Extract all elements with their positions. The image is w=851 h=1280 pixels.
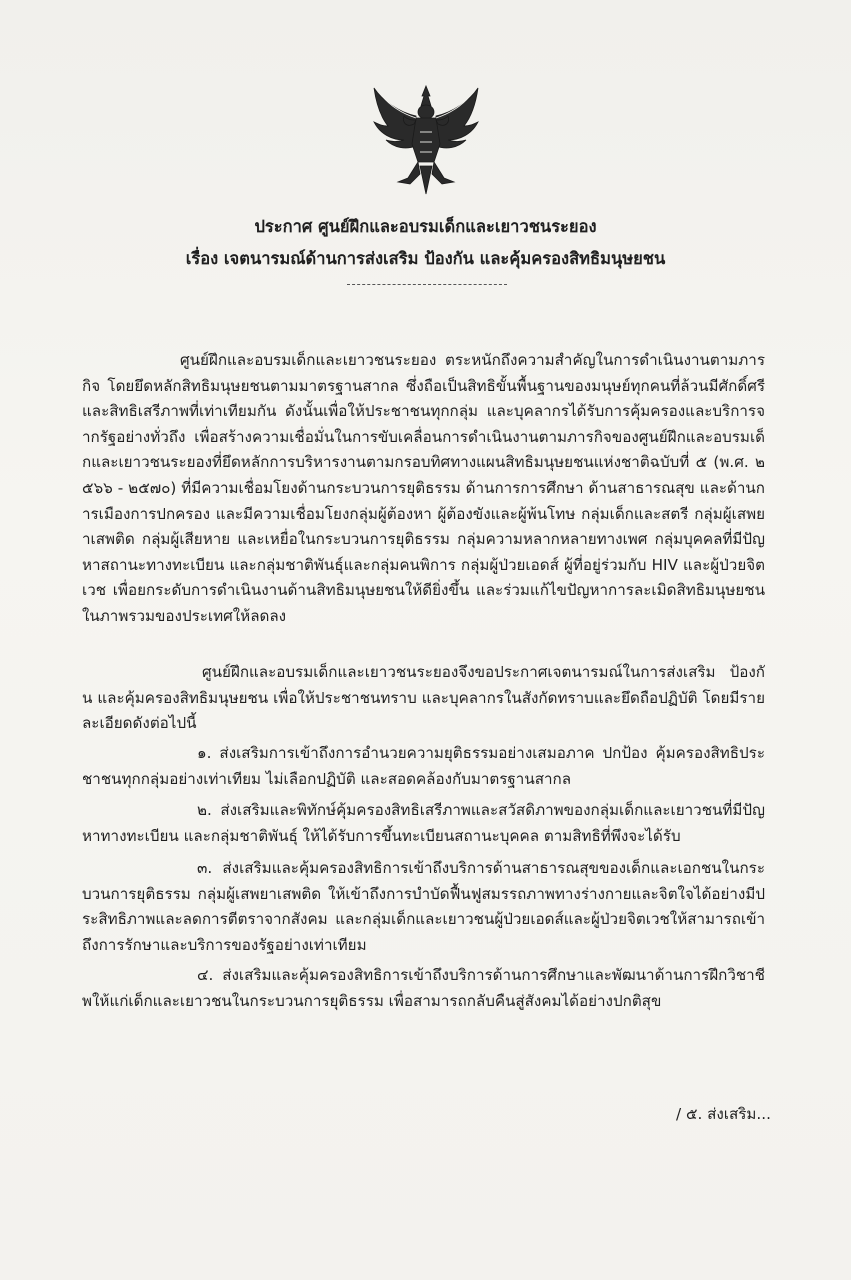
announcement-subject: เรื่อง เจตนารมณ์ด้านการส่งเสริม ป้องกัน และคุ้มครองสิทธิมนุษยชน [185, 249, 666, 268]
list-item-3: ๓. ส่งเสริมและคุ้มครองสิทธิการเข้าถึงบริการด้านสาธารณสุขของเด็กและเอกชนในกระบวนการยุติธรรม กลุ่มผู้เสพยาเสพติด ให้เข้าถึงการบำบัดฟื้นฟูสมรรถภาพทางร่างกายและจิตใจได้อย่างมีประสิทธิภาพและลดการตีตราจากสังคม และกลุ่มเด็กและเยาวชนผู้ป่วยเอดส์และผู้ป่วยจิตเวชให้สามารถเข้าถึงการรักษาและบริการของรัฐอย่างเท่าเทียม [82, 859, 765, 954]
intro-paragraph: ศูนย์ฝึกและอบรมเด็กและเยาวชนระยอง ตระหนักถึงความสำคัญในการดำเนินงานตามภารกิจ โดยยึดหลักสิทธิมนุษยชนตามมาตรฐานสากล ซึ่งถือเป็นสิทธิขั้นพื้นฐานของมนุษย์ทุกคนที่ล้วนมีศักดิ์ศรีและสิทธิเสรีภาพที่เท่าเทียมกัน ดังนั้นเพื่อให้ประชาชนทุกกลุ่ม และบุคลากรได้รับการคุ้มครองและบริการจากรัฐอย่างทั่วถึง เพื่อสร้างความเชื่อมั่นในการขับเคลื่อนการดำเนินงานตามภารกิจของศูนย์ฝึกและอบรมเด็กและเยาวชนระยองที่ยึดหลักการบริหารงานตามกรอบทิศทางแผนสิทธิมนุษยชนแห่งชาติฉบับที่ ๕ (พ.ศ. ๒๕๖๖ - ๒๕๗๐) ที่มีความเชื่อมโยงด้านกระบวนการยุติธรรม ด้านการการศึกษา ด้านสาธารณสุข และด้านการเมืองการปกครอง และมีความเชื่อมโยงกลุ่มผู้ต้องหา ผู้ต้องขังและผู้พ้นโทษ กลุ่มเด็กและสตรี กลุ่มผู้เสพยาเสพติด กลุ่มผู้เสียหาย และเหยื่อในกระบวนการยุติธรรม กลุ่มความหลากหลายทางเพศ กลุ่มบุคคลที่มีปัญหาสถานะทางทะเบียน และกลุ่มชาติพันธุ์และกลุ่มคนพิการ กลุ่มผู้ป่วยเอดส์ ผู้ที่อยู่ร่วมกับ HIV และผู้ป่วยจิตเวช เพื่อยกระดับการดำเนินงานด้านสิทธิมนุษยชนให้ดียิ่งขึ้น และร่วมแก้ไขปัญหาการละเมิดสิทธิมนุษยชนในภาพรวมของประเทศให้ลดลง [82, 351, 765, 625]
title-divider [347, 284, 507, 285]
garuda-emblem-icon [368, 82, 484, 200]
declaration-paragraph: ศูนย์ฝึกและอบรมเด็กและเยาวชนระยองจึงขอประกาศเจตนารมณ์ในการส่งเสริม ป้องกัน และคุ้มครองสิทธิมนุษยชน เพื่อให้ประชาชนทราบ และบุคลากรในสังกัดทราบและยึดถือปฏิบัติ โดยมีรายละเอียดดังต่อไปนี้ [82, 663, 765, 733]
page-continuation: / ๕. ส่งเสริม... [676, 1105, 771, 1123]
announcement-title: ประกาศ ศูนย์ฝึกและอบรมเด็กและเยาวชนระยอง [254, 217, 597, 236]
list-item-2: ๒. ส่งเสริมและพิทักษ์คุ้มครองสิทธิเสรีภาพและสวัสดิภาพของกลุ่มเด็กและเยาวชนที่มีปัญหาทางทะเบียน และกลุ่มชาติพันธุ์ ให้ได้รับการขึ้นทะเบียนสถานะบุคคล ตามสิทธิที่พึงจะได้รับ [82, 801, 765, 845]
list-item-4: ๔. ส่งเสริมและคุ้มครองสิทธิการเข้าถึงบริการด้านการศึกษาและพัฒนาด้านการฝึกวิชาชีพให้แก่เด็กและเยาวชนในกระบวนการยุติธรรม เพื่อสามารถกลับคืนสู่สังคมได้อย่างปกติสุข [82, 966, 765, 1010]
list-item-1: ๑. ส่งเสริมการเข้าถึงการอำนวยความยุติธรรมอย่างเสมอภาค ปกป้อง คุ้มครองสิทธิประชาชนทุกกลุ่มอย่างเท่าเทียม ไม่เลือกปฏิบัติ และสอดคล้องกับมาตรฐานสากล [82, 744, 765, 788]
